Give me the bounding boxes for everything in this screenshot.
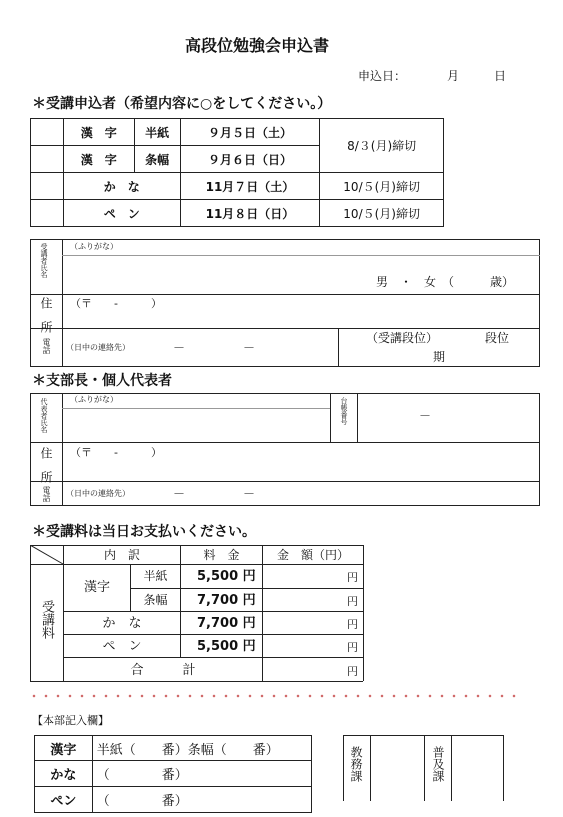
fee-kanji-label: 漢字 — [83, 580, 110, 595]
rep-address-label: 住 所 — [39, 447, 53, 483]
fee-price: 5,500 円 — [197, 569, 256, 584]
course-category: か な — [63, 173, 180, 200]
section3-heading: ＊受講料は当日お支払いください。 — [32, 524, 256, 540]
rep-postal[interactable]: （〒 - ） — [70, 446, 162, 459]
rep-daytime-label: （日中の連絡先） — [66, 489, 130, 498]
applicant-gender-age[interactable]: 男 ・ 女 （ 歳） — [376, 275, 515, 289]
rep-ledger-dash[interactable]: － — [419, 409, 432, 423]
rep-phone-label: 電話 — [42, 486, 51, 502]
rep-name-label: 代表者氏名 — [40, 398, 48, 433]
course-selection-table — [30, 118, 444, 227]
applicant-postal[interactable]: （〒 - ） — [70, 297, 162, 310]
office-label: 漢字 — [35, 736, 93, 761]
rep-furigana-label: （ふりがな） — [70, 395, 118, 404]
office-table — [34, 735, 312, 813]
applicant-address-label: 住 所 — [39, 297, 53, 333]
course-category: ペ ン — [63, 200, 180, 227]
office-label: ペン — [35, 787, 93, 813]
course-category: 漢 字 — [63, 119, 134, 146]
page-title: 高段位勉強会申込書 — [185, 36, 330, 55]
fee-item: ペ ン — [102, 639, 142, 654]
apply-date-month: 月 — [447, 69, 460, 83]
applicant-rank-unit: 段位 — [485, 331, 510, 345]
fee-unit: 円 — [347, 595, 358, 608]
apply-date-label: 申込日： — [358, 69, 407, 83]
applicant-furigana-label: （ふりがな） — [70, 242, 118, 251]
course-deadline: 8/３(月)締切 — [320, 119, 444, 173]
course-subtype: 半紙 — [134, 119, 180, 146]
stamp-label-promotion: 普及課 — [431, 746, 445, 782]
fee-total-unit: 円 — [347, 665, 358, 678]
apply-date-day: 日 — [494, 69, 507, 83]
fee-item: か な — [102, 616, 142, 631]
fee-item: 半紙 — [143, 569, 168, 583]
fee-price: 7,700 円 — [197, 593, 256, 608]
rep-phone-dash-2: － — [243, 487, 256, 501]
office-text[interactable]: （ 番） — [92, 787, 311, 813]
fee-header-amount: 金 額（円） — [276, 548, 349, 562]
office-heading: 【本部記入欄】 — [32, 714, 109, 727]
section2-heading: ＊支部長・個人代表者 — [32, 373, 172, 389]
fee-header-price: 料 金 — [203, 548, 240, 562]
stamp-box-promotion[interactable] — [452, 736, 503, 800]
corner-diagonal — [30, 545, 64, 565]
rep-phone-dash-1: － — [173, 487, 186, 501]
fee-unit: 円 — [347, 641, 358, 654]
fee-unit: 円 — [347, 618, 358, 631]
course-date: ９月５日（土） — [180, 119, 320, 146]
rep-ledger-label: 台帳番号 — [340, 397, 348, 425]
applicant-phone-dash-1: － — [173, 341, 186, 355]
applicant-phone-dash-2: － — [243, 341, 256, 355]
applicant-daytime-label: （日中の連絡先） — [66, 343, 130, 352]
course-deadline: 10/５(月)締切 — [320, 173, 444, 200]
choice-cell[interactable] — [31, 200, 64, 227]
section1-heading: ＊受講申込者（希望内容に○をしてください。） — [32, 96, 332, 112]
cut-line — [28, 694, 518, 698]
choice-cell[interactable] — [31, 119, 64, 146]
stamp-label-academic: 教務課 — [349, 746, 363, 782]
fee-price: 5,500 円 — [197, 639, 256, 654]
applicant-phone-label: 電話 — [42, 338, 51, 354]
office-label: かな — [35, 761, 93, 787]
fee-unit: 円 — [347, 571, 358, 584]
course-category: 漢 字 — [63, 146, 134, 173]
applicant-term: 期 — [433, 350, 446, 364]
course-date: 11月７日（土） — [180, 173, 320, 200]
fee-item: 条幅 — [143, 593, 168, 607]
fee-total-label: 合 計 — [130, 663, 196, 678]
fee-header-breakdown: 内 訳 — [103, 548, 140, 562]
office-text[interactable]: 半紙（ 番）条幅（ 番） — [92, 736, 311, 761]
office-text[interactable]: （ 番） — [92, 761, 311, 787]
course-deadline: 10/５(月)締切 — [320, 200, 444, 227]
applicant-name-input[interactable] — [63, 256, 363, 293]
rep-name-input[interactable] — [63, 409, 329, 441]
stamp-box-academic[interactable] — [371, 736, 423, 800]
course-date: ９月６日（日） — [180, 146, 320, 173]
course-subtype: 条幅 — [134, 146, 180, 173]
course-date: 11月８日（日） — [180, 200, 320, 227]
applicant-rank-label: （受講段位） — [366, 331, 439, 345]
choice-cell[interactable] — [31, 146, 64, 173]
fee-price: 7,700 円 — [197, 616, 256, 631]
applicant-name-label: 受講者氏名 — [40, 243, 48, 278]
choice-cell[interactable] — [31, 173, 64, 200]
fee-side-label: 受講料 — [39, 600, 54, 639]
